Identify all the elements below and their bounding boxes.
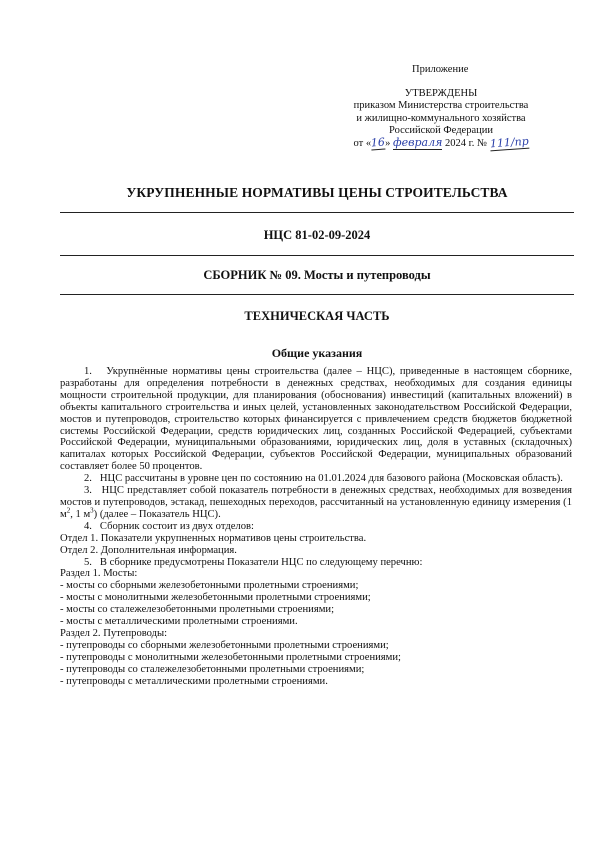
list-item: - путепроводы с монолитными железобетонными пролетными строениями; <box>60 651 401 663</box>
technical-part-heading: ТЕХНИЧЕСКАЯ ЧАСТЬ <box>244 309 390 323</box>
list-item: - путепроводы со сталежелезобетонными пролетными строениями; <box>60 663 365 675</box>
superscript: 3 <box>90 506 94 515</box>
divider <box>60 212 574 213</box>
razdel-2-heading: Раздел 2. Путепроводы: <box>60 627 168 639</box>
list-item: - мосты со сборными железобетонными пролетными строениями; <box>60 580 359 592</box>
body-text <box>60 366 572 687</box>
paragraph-2: 2. НЦС рассчитаны в уровне цен по состоянию на 01.01.2024 для базового района (Московская область). <box>84 473 563 485</box>
section-1-line: Отдел 1. Показатели укрупненных нормативов цены строительства. <box>60 532 367 544</box>
list-item: - мосты со сталежелезобетонными пролетными строениями; <box>60 604 335 616</box>
superscript: 2 <box>66 506 71 515</box>
divider <box>60 294 574 295</box>
approval-heading: УТВЕРЖДЕНЫ <box>404 88 478 99</box>
paragraph-3-text-a: 3. НЦС представляет собой показатель потребности в денежных средствах, необходимых для возведения мостов и путепроводов, эстакад, пешеходных переходов, рассчитанный на установленную единицу измерения (1 м <box>60 485 572 520</box>
handwritten-order-number: 111/пр <box>489 134 529 151</box>
appendix-label: Приложение <box>412 64 469 75</box>
handwritten-month: февраля <box>392 136 443 150</box>
list-item: - путепроводы со сборными железобетонными пролетными строениями; <box>60 639 389 651</box>
handwritten-day: 16 <box>370 135 386 150</box>
paragraph-5: 5. В сборнике предусмотрены Показатели НЦС по следующему перечню: <box>84 556 423 568</box>
approval-block <box>316 88 566 150</box>
collection-title: СБОРНИК № 09. Мосты и путепроводы <box>203 268 431 282</box>
paragraph-3-text-b: , 1 м <box>70 508 91 520</box>
list-item: - путепроводы с металлическими пролетными строениями. <box>60 675 328 687</box>
razdel-1-heading: Раздел 1. Мосты: <box>60 568 138 580</box>
approval-line-1: приказом Министерства строительства <box>353 100 529 112</box>
paragraph-1: 1. Укрупнённые нормативы цены строительства (далее – НЦС), приведенные в настоящем сборнике, разработаны для определения потребности в денежных средствах, необходимых для создания единицы мощности строительной продукции, для планирования (обоснования) инвестиций (капитальных вложений) в объекты капитального строительства и иных целей, установленных законодательством Российской Федерации, мостов и путепроводов, строительство которых финансируется с привлечением средств бюджетов бюджетной системы Российской Федерации, средств юридических лиц, созданных Российской Федерацией, субъектами Российской Федерации, муниципальными образованиями, юридических лиц, доля в уставных (складочных) капиталах которых Российской Федерации, субъектов Российской Федерации, муниципальных образований составляет более 50 процентов. <box>60 366 572 473</box>
paragraph-3-text-c: ) (далее – Показатель НЦС). <box>93 508 221 520</box>
list-item: - мосты с металлическими пролетными строениями. <box>60 616 298 628</box>
date-prefix: от « <box>353 138 372 150</box>
section-2-line: Отдел 2. Дополнительная информация. <box>60 544 237 556</box>
general-instructions-heading: Общие указания <box>271 346 363 360</box>
divider <box>60 255 574 256</box>
list-item: - мосты с монолитными железобетонными пролетными строениями; <box>60 592 371 604</box>
paragraph-4: 4. Сборник состоит из двух отделов: <box>84 520 254 532</box>
document-code: НЦС 81-02-09-2024 <box>263 228 371 242</box>
approval-line-2: и жилищно-коммунального хозяйства <box>356 112 526 124</box>
approval-line-3: Российской Федерации <box>389 124 493 136</box>
approval-date-line <box>316 134 566 151</box>
date-mid: » <box>385 138 391 150</box>
document-title: УКРУПНЕННЫЕ НОРМАТИВЫ ЦЕНЫ СТРОИТЕЛЬСТВА <box>126 185 508 200</box>
paragraph-3 <box>60 485 572 521</box>
date-year-suffix: 2024 г. № <box>445 138 488 150</box>
